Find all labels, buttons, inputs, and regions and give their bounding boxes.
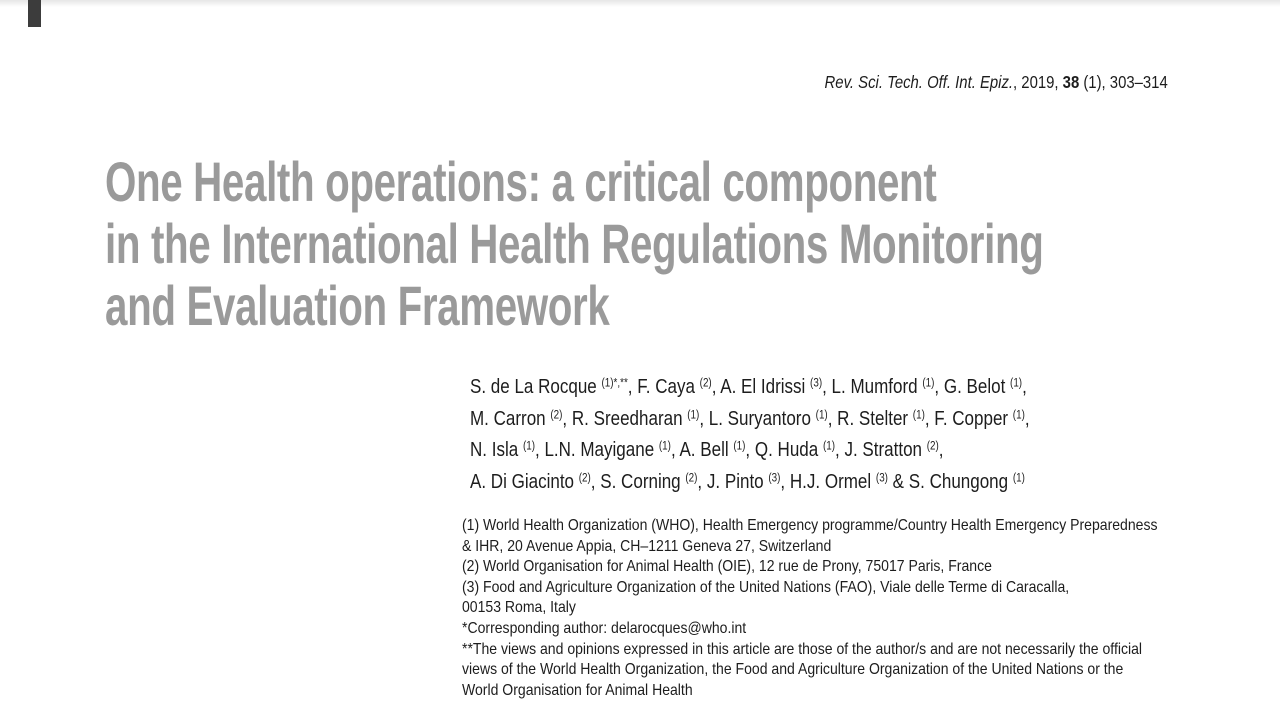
affiliation-line: & IHR, 20 Avenue Appia, CH–1211 Geneva 27, Switzerland [462, 537, 832, 555]
affiliations-block [462, 516, 1235, 701]
journal-name: Rev. Sci. Tech. Off. Int. Epiz. [824, 72, 1014, 92]
author-affiliation-superscript: (3) [875, 469, 888, 484]
author-affiliation-superscript: (2) [550, 406, 563, 421]
disclaimer-line: views of the World Health Organization, the Food and Agriculture Organization of the United Nations or the [462, 661, 1124, 679]
author-lines [470, 371, 1030, 497]
affiliation-line: 00153 Roma, Italy [462, 599, 576, 617]
author-line: S. de La Rocque $^{(1)*,**}$, F. Caya $^{(2)}$, A. El Idrissi $^{(3)}$, L. Mumford $^{(1)}$, G. Belot $^{(1)}$, [470, 375, 1027, 398]
author-affiliation-superscript: (1) [822, 438, 836, 453]
author-line: A. Di Giacinto $^{(2)}$, S. Corning $^{(2)}$, J. Pinto $^{(3)}$, H.J. Ormel $^{(3)}$ & S. Chungong $^{(1)}$ [470, 469, 1025, 493]
article-title [105, 151, 1280, 337]
citation-year: , 2019, [1013, 72, 1063, 92]
corresponding-author-line: *Corresponding author: delarocques@who.int [462, 619, 747, 637]
top-edge-shadow [0, 0, 1280, 7]
author-affiliation-superscript: (2) [926, 438, 939, 453]
affiliation-line: (2) World Organisation for Animal Health (OIE), 12 rue de Prony, 75017 Paris, France [462, 558, 992, 576]
author-affiliation-superscript: (3) [810, 375, 823, 390]
affiliation-line: (3) Food and Agriculture Organization of the United Nations (FAO), Viale delle Terme di Caracalla, [462, 578, 1070, 596]
author-affiliation-superscript: (1) [1012, 469, 1025, 484]
author-line: M. Carron $^{(2)}$, R. Sreedharan $^{(1)}$, L. Suryantoro $^{(1)}$, R. Stelter $^{(1)}$, F. Copper $^{(1)}$, [470, 406, 1030, 430]
author-affiliation-superscript: (1) [1012, 406, 1025, 421]
affiliation-line: (1) World Health Organization (WHO), Health Emergency programme/Country Health Emergency Preparedness [462, 517, 1158, 534]
author-affiliation-superscript: (2) [685, 469, 698, 484]
author-list [470, 371, 1144, 497]
title-line-2: in the International Health Regulations Monitoring [105, 212, 1044, 275]
author-affiliation-superscript: (1) [658, 438, 671, 453]
author-line: N. Isla $^{(1)}$, L.N. Mayigane $^{(1)}$, A. Bell $^{(1)}$, Q. Huda $^{(1)}$, J. Stratton $^{(2)}$, [470, 438, 944, 461]
citation-volume: 38 [1062, 72, 1080, 92]
page-corner-mark [28, 0, 41, 27]
citation-issue-pages: (1), 303–314 [1079, 72, 1168, 92]
author-affiliation-superscript: (1) [733, 438, 746, 453]
title-line-1: One Health operations: a critical component [105, 150, 937, 213]
title-line-3: and Evaluation Framework [105, 274, 610, 337]
author-affiliation-superscript: (3) [768, 469, 781, 484]
disclaimer-line: World Organisation for Animal Health [462, 681, 693, 699]
author-affiliation-superscript: (1) [912, 406, 925, 421]
journal-citation [764, 72, 1168, 93]
author-affiliation-superscript: (1) [522, 438, 535, 453]
disclaimer-line: **The views and opinions expressed in this article are those of the author/s and are not necessarily the official [462, 640, 1143, 658]
author-affiliation-superscript: (1) [922, 375, 935, 390]
author-affiliation-superscript: (2) [699, 375, 712, 390]
author-affiliation-superscript: (2) [578, 469, 591, 484]
author-affiliation-superscript: (1) [1010, 375, 1023, 390]
author-affiliation-superscript: (1)*,** [601, 375, 628, 390]
author-affiliation-superscript: (1) [687, 406, 700, 421]
author-affiliation-superscript: (1) [815, 406, 828, 421]
